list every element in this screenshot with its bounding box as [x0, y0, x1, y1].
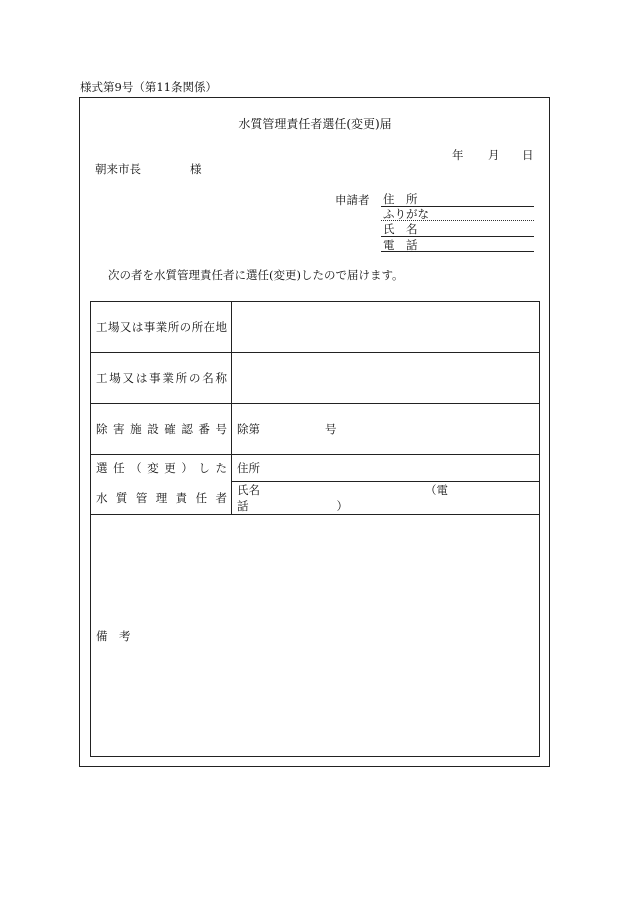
date-day: 日: [522, 148, 534, 162]
table-row: [91, 482, 540, 515]
table-row: [91, 515, 540, 757]
manager-phone-close: ）: [336, 499, 348, 513]
facility-name-label: 工場又は事業所の名称: [96, 371, 227, 385]
table-row: [91, 302, 540, 353]
facility-name-input-cell[interactable]: [232, 353, 540, 404]
manager-address-cell[interactable]: [232, 455, 540, 482]
applicant-furigana-line[interactable]: [381, 220, 534, 221]
confirmation-number-prefix: 除第: [237, 422, 260, 436]
applicant-phone-label: 電 話: [383, 238, 418, 252]
manager-label-cell-top: [91, 455, 232, 482]
location-label: 工場又は事業所の所在地: [96, 320, 227, 334]
manager-label-line2: 水質管理責任者: [96, 490, 227, 505]
location-input-cell[interactable]: [232, 302, 540, 353]
applicant-address-label: 住 所: [383, 192, 418, 206]
applicant-furigana-label: ふりがな: [383, 207, 429, 221]
info-table: [90, 301, 540, 757]
addressee-honorific: 様: [190, 162, 202, 176]
facility-name-label-cell: [91, 353, 232, 404]
addressee-name: 朝来市長: [95, 162, 141, 176]
manager-phone-open: （電話: [237, 483, 448, 513]
remarks-label: 備 考: [96, 628, 131, 643]
manager-address-label: 住所: [237, 461, 260, 475]
remarks-cell[interactable]: [91, 515, 540, 757]
confirmation-number-input-cell[interactable]: [232, 404, 540, 455]
applicant-label: 申請者: [335, 193, 370, 207]
date-year: 年: [452, 148, 464, 162]
confirmation-number-suffix: 号: [325, 422, 337, 436]
notice-text: 次の者を水質管理責任者に選任(変更)したので届けます。: [108, 268, 404, 282]
manager-name-label: 氏名: [237, 483, 260, 497]
manager-label-cell-bottom: [91, 482, 232, 515]
form-number-label: 様式第9号（第11条関係）: [80, 80, 217, 94]
confirmation-number-label: 除害施設確認番号: [96, 422, 227, 436]
location-label-cell: [91, 302, 232, 353]
document-title: 水質管理責任者選任(変更)届: [238, 117, 392, 131]
manager-name-cell[interactable]: [232, 482, 540, 515]
applicant-name-label: 氏 名: [383, 222, 418, 236]
table-row: [91, 353, 540, 404]
manager-label-line1: 選任（変更）した: [96, 461, 227, 476]
table-row: [91, 455, 540, 482]
applicant-name-line[interactable]: [381, 236, 534, 237]
confirmation-number-label-cell: [91, 404, 232, 455]
applicant-phone-line[interactable]: [381, 251, 534, 252]
table-row: [91, 404, 540, 455]
date-month: 月: [488, 148, 500, 162]
